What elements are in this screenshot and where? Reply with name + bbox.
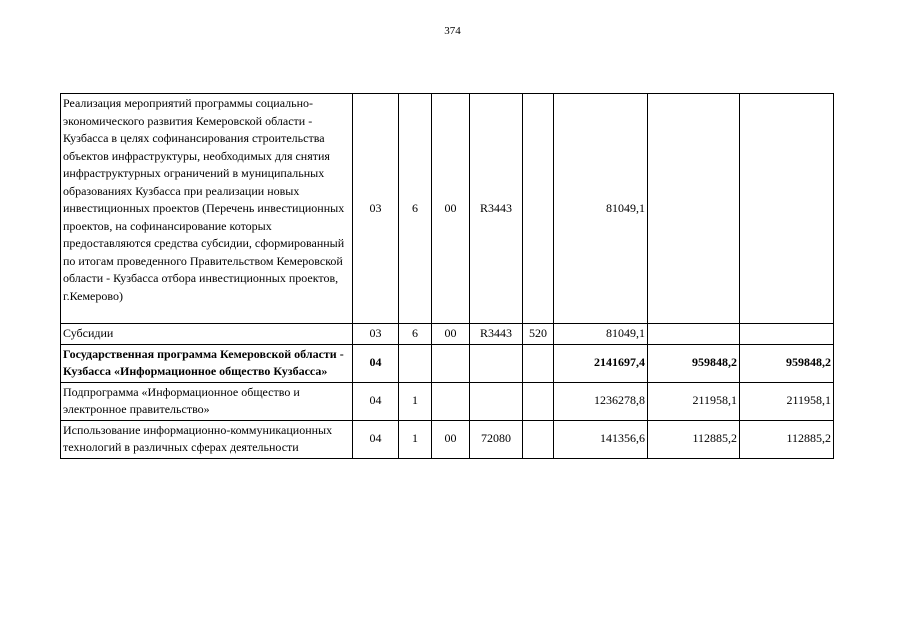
- table-row: [61, 344, 834, 382]
- sum-year-3: 959848,2: [740, 344, 834, 382]
- subprogram-code: 6: [399, 324, 432, 345]
- sum-year-2: 112885,2: [648, 420, 740, 458]
- sum-year-2: [648, 324, 740, 345]
- sum-year-2: [648, 94, 740, 324]
- table-row: [61, 382, 834, 420]
- direction-code: 00: [432, 94, 470, 324]
- sum-year-3: [740, 324, 834, 345]
- program-code: 04: [353, 420, 399, 458]
- subprogram-code: [399, 344, 432, 382]
- expense-code: [470, 344, 523, 382]
- subprogram-code: 1: [399, 420, 432, 458]
- sum-year-3: [740, 94, 834, 324]
- sum-year-2: 211958,1: [648, 382, 740, 420]
- row-name: Подпрограмма «Информационное общество и электронное правительство»: [61, 382, 353, 420]
- expense-type-code: [523, 382, 554, 420]
- direction-code: [432, 344, 470, 382]
- sum-year-2: 959848,2: [648, 344, 740, 382]
- expense-type-code: [523, 344, 554, 382]
- row-name: Использование информационно-коммуникационных технологий в различных сферах деятельности: [61, 420, 353, 458]
- program-code: 04: [353, 382, 399, 420]
- subprogram-code: 1: [399, 382, 432, 420]
- expense-code: [470, 382, 523, 420]
- program-code: 03: [353, 94, 399, 324]
- direction-code: 00: [432, 324, 470, 345]
- sum-year-3: 112885,2: [740, 420, 834, 458]
- sum-year-1: 1236278,8: [554, 382, 648, 420]
- subprogram-code: 6: [399, 94, 432, 324]
- budget-table: [60, 93, 834, 459]
- expense-type-code: 520: [523, 324, 554, 345]
- sum-year-1: 141356,6: [554, 420, 648, 458]
- table-row: [61, 94, 834, 324]
- table-row: [61, 324, 834, 345]
- program-code: 03: [353, 324, 399, 345]
- expense-type-code: [523, 420, 554, 458]
- row-name: Субсидии: [61, 324, 353, 345]
- sum-year-3: 211958,1: [740, 382, 834, 420]
- expense-code: R3443: [470, 324, 523, 345]
- expense-code: R3443: [470, 94, 523, 324]
- expense-code: 72080: [470, 420, 523, 458]
- expense-type-code: [523, 94, 554, 324]
- page-number: 374: [444, 25, 461, 37]
- row-name: Государственная программа Кемеровской области - Кузбасса «Информационное общество Кузбасса»: [61, 344, 353, 382]
- program-code: 04: [353, 344, 399, 382]
- sum-year-1: 81049,1: [554, 324, 648, 345]
- table-row: [61, 420, 834, 458]
- row-name: Реализация мероприятий программы социально-экономического развития Кемеровской области - Кузбасса в целях софинансирования строительства объектов инфраструктуры, необходимых для снятия инфраструктурных ограничений в муниципальных образованиях Кузбасса при реализации новых инвестиционных проектов (Перечень инвестиционных проектов, на софинансирование которых предоставляются средства субсидии, сформированный по итогам проведенного Правительством Кемеровской области - Кузбасса отбора инвестиционных проектов, г.Кемерово): [61, 94, 353, 324]
- sum-year-1: 2141697,4: [554, 344, 648, 382]
- direction-code: [432, 382, 470, 420]
- direction-code: 00: [432, 420, 470, 458]
- sum-year-1: 81049,1: [554, 94, 648, 324]
